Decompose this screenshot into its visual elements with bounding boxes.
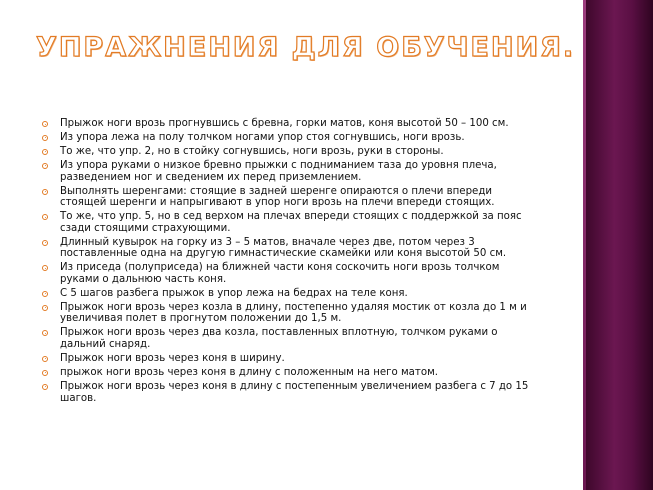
circle-bullet-icon (42, 163, 48, 169)
circle-bullet-icon (42, 149, 48, 155)
exercise-list (40, 118, 540, 404)
list-item (40, 262, 540, 285)
circle-bullet-icon (42, 135, 48, 141)
list-item-text: Длинный кувырок на горку из 3 – 5 матов, вначале через две, потом через 3 поставленные одна на другую гимнастические скамейки или коня высотой 50 см. (60, 236, 507, 260)
slide-title: УПРАЖНЕНИЯ ДЛЯ ОБУЧЕНИЯ. (36, 32, 576, 63)
list-item-text: Прыжок ноги врозь через два козла, поставленных вплотную, толчком руками о дальний снаряд. (60, 327, 498, 350)
circle-bullet-icon (42, 189, 48, 195)
list-item-text: То же, что упр. 2, но в стойку согнувшись, ноги врозь, руки в стороны. (60, 145, 444, 157)
list-item-text: Из упора руками о низкое бревно прыжки с подниманием таза до уровня плеча, разведением ног и сведением их перед приземлением. (60, 159, 497, 183)
list-item-text: Прыжок ноги врозь через коня в длину с постепенным увеличением разбега с 7 до 15 шагов. (60, 380, 529, 404)
circle-bullet-icon (42, 265, 48, 271)
circle-bullet-icon (42, 214, 48, 220)
list-item-text: С 5 шагов разбега прыжок в упор лежа на бедрах на теле коня. (60, 287, 408, 299)
list-item (40, 353, 540, 365)
decorative-side-bar (583, 0, 653, 490)
circle-bullet-icon (42, 121, 48, 127)
list-item (40, 186, 540, 209)
list-item (40, 160, 540, 183)
circle-bullet-icon (42, 330, 48, 336)
list-item (40, 118, 540, 130)
list-item (40, 381, 540, 404)
list-item (40, 327, 540, 350)
list-item (40, 302, 540, 325)
circle-bullet-icon (42, 305, 48, 311)
list-item-text: прыжок ноги врозь через коня в длину с положенным на него матом. (60, 366, 439, 378)
list-item (40, 146, 540, 158)
list-item (40, 132, 540, 144)
list-item (40, 237, 540, 260)
circle-bullet-icon (42, 240, 48, 246)
list-item-text: Прыжок ноги врозь прогнувшись с бревна, горки матов, коня высотой 50 – 100 см. (60, 118, 509, 129)
list-item (40, 211, 540, 234)
circle-bullet-icon (42, 384, 48, 390)
list-item-text: Прыжок ноги врозь через коня в ширину. (60, 352, 285, 364)
list-item-text: То же, что упр. 5, но в сед верхом на плечах впереди стоящих с поддержкой за пояс сзади стоящими страхующими. (60, 211, 522, 234)
circle-bullet-icon (42, 370, 48, 376)
list-item (40, 367, 540, 379)
list-item-text: Из приседа (полуприседа) на ближней части коня соскочить ноги врозь толчком руками о дальнюю часть коня. (60, 262, 500, 285)
list-item-text: Выполнять шеренгами: стоящие в задней шеренге опираются о плечи впереди стоящей шеренги и напрыгивают в упор ноги врозь на плечи впереди стоящих. (60, 185, 495, 209)
list-item (40, 288, 540, 300)
list-item-text: Прыжок ноги врозь через козла в длину, постепенно удаляя мостик от козла до 1 м и увеличивая полет в прогнутом положении до 1,5 м. (60, 301, 527, 325)
slide-content (40, 118, 540, 407)
circle-bullet-icon (42, 291, 48, 297)
list-item-text: Из упора лежа на полу толчком ногами упор стоя согнувшись, ноги врозь. (60, 131, 465, 143)
circle-bullet-icon (42, 356, 48, 362)
